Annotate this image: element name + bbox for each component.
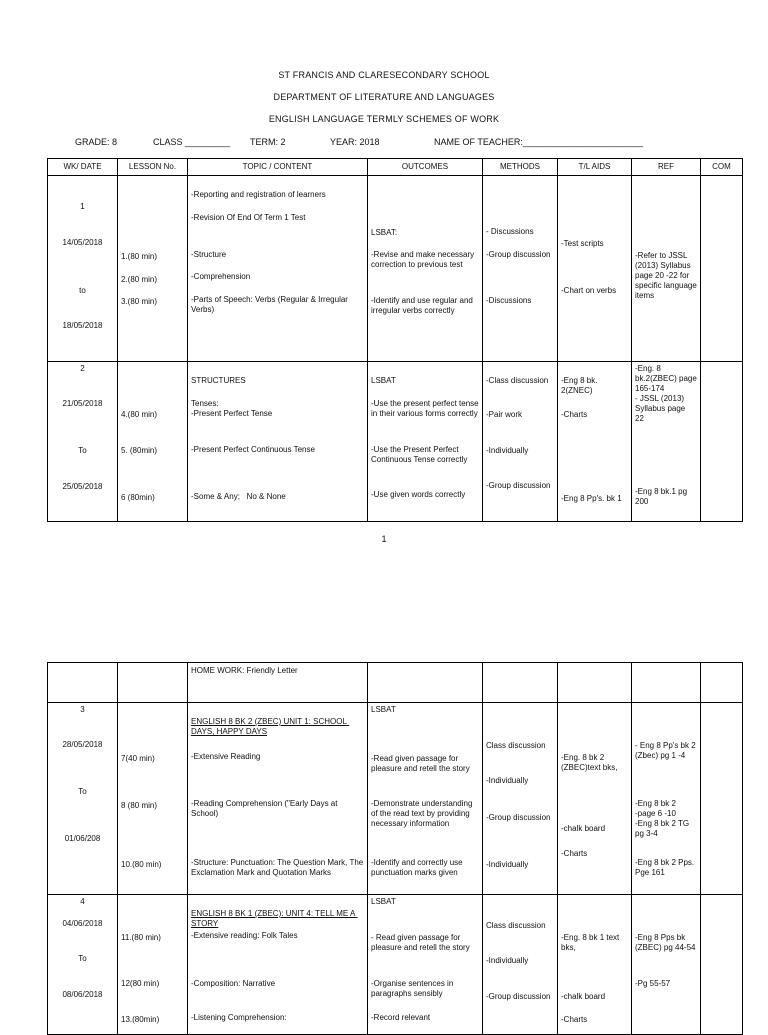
- aid-text: -chalk board: [561, 992, 606, 1001]
- week2-number: 2: [80, 364, 85, 373]
- week1-topic-cell: [188, 176, 368, 362]
- week4-outcomes-cell: [368, 895, 483, 1035]
- year-field: YEAR: 2018: [330, 137, 380, 147]
- ref-text: -Eng 8 bk 2 Pps. Pge 161: [635, 858, 697, 877]
- lesson-11: 11.(80 min): [121, 933, 161, 942]
- outcome-text: -Use the Present Perfect Continuous Tense correctly: [371, 445, 468, 464]
- page-number: 1: [381, 534, 387, 544]
- week1-start-date: 14/05/2018: [62, 238, 103, 247]
- aid-text: -Eng 8 bk. 2(ZNEC): [561, 376, 600, 395]
- topic-text: -Extensive Reading: [191, 752, 261, 761]
- topic-text: -Extensive reading: Folk Tales: [191, 931, 298, 940]
- aid-text: -Chart on verbs: [561, 286, 617, 295]
- class-field: CLASS _________: [153, 137, 231, 147]
- topic-text: STRUCTURES: [191, 376, 246, 385]
- method-text: -Group discussion: [486, 992, 551, 1001]
- lesson-3: 3.(80 min): [121, 297, 158, 306]
- lesson-2: 2.(80 min): [121, 275, 158, 284]
- aid-text: -Charts: [561, 1015, 588, 1024]
- col-header-outcomes: OUTCOMES: [368, 159, 483, 176]
- week1-aids-cell: [558, 176, 632, 362]
- week4-number: 4: [80, 897, 85, 906]
- outcome-text: -Read given passage for pleasure and retell the story: [371, 754, 470, 773]
- lesson-8: 8 (80 min): [121, 801, 158, 810]
- week4-com-cell: [701, 895, 743, 1035]
- ref-text: -Eng 8 bk.1 pg 200: [635, 487, 690, 506]
- week3-topic-cell: [188, 703, 368, 895]
- lesson-7: 7(40 min): [121, 754, 155, 763]
- method-text: -Individually: [486, 776, 529, 785]
- week2-ref-cell: [632, 362, 701, 522]
- week4-topic-cell: [188, 895, 368, 1035]
- school-name: ST FRANCIS AND CLARESECONDARY SCHOOL: [278, 70, 490, 80]
- ref-text: - Eng 8 Pp's bk 2 (Zbec) pg 1 -4: [635, 741, 698, 760]
- week4-methods-cell: [483, 895, 558, 1035]
- aid-text: -Charts: [561, 849, 588, 858]
- week1-end-date: 18/05/2018: [62, 321, 103, 330]
- topic-text: -Reporting and registration of learners: [191, 190, 326, 199]
- week1-outcomes-cell: [368, 176, 483, 362]
- method-text: Class discussion: [486, 741, 546, 750]
- week2-end-date: 25/05/2018: [62, 482, 103, 491]
- outcome-text: -Use the present perfect tense in their various forms correctly: [371, 399, 481, 418]
- table-row: [48, 895, 743, 1035]
- week2-outcomes-cell: [368, 362, 483, 522]
- method-text: -Group discussion: [486, 813, 551, 822]
- table-row: [48, 362, 743, 522]
- week3-lesson-cell: [118, 703, 188, 895]
- col-header-wk-date: WK/ DATE: [48, 159, 118, 176]
- unit-heading: ENGLISH 8 BK 1 (ZBEC): UNIT 4: TELL ME A STORY: [191, 909, 358, 928]
- aid-text: -Charts: [561, 410, 588, 419]
- method-text: - Discussions: [486, 227, 534, 236]
- week4-date-cell: [48, 895, 118, 1035]
- aid-text: -chalk board: [561, 824, 606, 833]
- table-row: [48, 703, 743, 895]
- topic-text: -Present Perfect Continuous Tense: [191, 445, 315, 454]
- col-header-lesson: LESSON No.: [118, 159, 188, 176]
- week3-date-cell: [48, 703, 118, 895]
- week2-com-cell: [701, 362, 743, 522]
- col-header-aids: T/L AIDS: [558, 159, 632, 176]
- ref-text: -Pg 55-57: [635, 979, 671, 988]
- aid-text: -Eng 8 Pp's. bk 1: [561, 494, 622, 503]
- table-row: [48, 176, 743, 362]
- week4-lesson-cell: [118, 895, 188, 1035]
- method-text: -Pair work: [486, 410, 523, 419]
- week4-end-date: 08/06/2018: [62, 990, 103, 999]
- col-header-topic: TOPIC / CONTENT: [188, 159, 368, 176]
- ref-text: -Eng 8 Pps bk (ZBEC) pg 44-54: [635, 933, 696, 952]
- week4-ref-cell: [632, 895, 701, 1035]
- outcome-text: LSBAT:: [371, 228, 398, 237]
- week3-end-date: 01/06/208: [64, 834, 101, 843]
- ref-text: -Refer to JSSL (2013) Syllabus page 20 -22 for specific language items: [635, 251, 700, 300]
- topic-text: -Some & Any; No & None: [191, 492, 286, 501]
- topic-text: -Listening Comprehension:: [191, 1013, 287, 1022]
- lesson-4: 4.(80 min): [121, 410, 158, 419]
- outcome-text: LSBAT: [371, 897, 396, 906]
- method-text: -Group discussion: [486, 250, 551, 259]
- week3-number: 3: [80, 705, 85, 714]
- method-text: -Individually: [486, 446, 529, 455]
- topic-text: Tenses: -Present Perfect Tense: [191, 399, 273, 418]
- unit-heading: ENGLISH 8 BK 2 (ZBEC) UNIT 1: SCHOOL DAYS, HAPPY DAYS: [191, 717, 350, 736]
- lesson-5: 5. (80min): [121, 446, 158, 455]
- week3-start-date: 28/05/2018: [62, 740, 103, 749]
- col-header-methods: METHODS: [483, 159, 558, 176]
- lesson-12: 12(80 min): [121, 979, 160, 988]
- teacher-field: NAME OF TEACHER:________________________: [434, 137, 643, 147]
- topic-text: -Composition: Narrative: [191, 979, 276, 988]
- col-header-com: COM: [701, 159, 743, 176]
- week4-start-date: 04/06/2018: [62, 919, 103, 928]
- week2-lesson-cell: [118, 362, 188, 522]
- aid-text: -Eng. 8 bk 1 text bks,: [561, 933, 622, 952]
- week4-aids-cell: [558, 895, 632, 1035]
- week1-number: 1: [80, 202, 85, 211]
- week2-date-cell: [48, 362, 118, 522]
- lesson-13: 13.(80min): [121, 1015, 160, 1024]
- week2-aids-cell: [558, 362, 632, 522]
- week3-com-cell: [701, 703, 743, 895]
- term-field: TERM: 2: [250, 137, 286, 147]
- outcome-text: -Revise and make necessary correction to previous test: [371, 250, 477, 269]
- lesson-10: 10.(80 min): [121, 860, 162, 869]
- lesson-6: 6 (80min): [121, 493, 155, 502]
- homework-cell: [188, 663, 368, 703]
- week1-ref-cell: [632, 176, 701, 362]
- outcome-text: LSBAT: [371, 376, 396, 385]
- method-text: -Group discussion: [486, 481, 551, 490]
- week1-date-cell: [48, 176, 118, 362]
- outcome-text: -Organise sentences in paragraphs sensibly: [371, 979, 456, 998]
- topic-text: -Revision Of End Of Term 1 Test: [191, 213, 306, 222]
- method-text: Class discussion: [486, 921, 546, 930]
- table-row: [48, 663, 743, 703]
- week2-topic-cell: [188, 362, 368, 522]
- week3-to: To: [78, 787, 87, 796]
- topic-text: -Reading Comprehension ("Early Days at School): [191, 799, 340, 818]
- outcome-text: - Read given passage for pleasure and retell the story: [371, 933, 470, 952]
- ref-text: -Eng 8 bk 2 -page 6 -10 -Eng 8 bk 2 TG pg 3-4: [635, 799, 690, 838]
- week1-methods-cell: [483, 176, 558, 362]
- method-text: -Class discussion: [486, 376, 549, 385]
- outcome-text: -Identify and use regular and irregular verbs correctly: [371, 296, 476, 315]
- week2-start-date: 21/05/2018: [62, 399, 103, 408]
- outcome-text: -Record relevant: [371, 1013, 431, 1022]
- week3-outcomes-cell: [368, 703, 483, 895]
- outcome-text: -Use given words correctly: [371, 490, 466, 499]
- ref-text: -Eng. 8 bk.2(ZBEC) page 165-174 - JSSL (2013) Syllabus page 22: [635, 364, 697, 423]
- scheme-table-page-2: [47, 662, 743, 1035]
- week3-methods-cell: [483, 703, 558, 895]
- homework-text: HOME WORK: Friendly Letter: [191, 666, 298, 675]
- department-name: DEPARTMENT OF LITERATURE AND LANGUAGES: [273, 92, 495, 102]
- topic-text: -Comprehension: [191, 272, 251, 281]
- week2-methods-cell: [483, 362, 558, 522]
- week3-ref-cell: [632, 703, 701, 895]
- lesson-1: 1.(80 min): [121, 252, 158, 261]
- method-text: -Individually: [486, 956, 529, 965]
- outcome-text: LSBAT: [371, 705, 396, 714]
- outcome-text: -Identify and correctly use punctuation marks given: [371, 858, 465, 877]
- topic-text: -Parts of Speech: Verbs (Regular & Irregular Verbs): [191, 295, 351, 314]
- aid-text: -Eng. 8 bk 2 (ZBEC)text bks,: [561, 753, 618, 772]
- week1-lesson-cell: [118, 176, 188, 362]
- week1-to: to: [79, 286, 86, 295]
- scheme-title: ENGLISH LANGUAGE TERMLY SCHEMES OF WORK: [268, 114, 500, 124]
- week3-aids-cell: [558, 703, 632, 895]
- week1-com-cell: [701, 176, 743, 362]
- method-text: -Discussions: [486, 296, 532, 305]
- col-header-ref: REF: [632, 159, 701, 176]
- method-text: -Individually: [486, 860, 529, 869]
- week4-to: To: [78, 954, 87, 963]
- week2-to: To: [78, 446, 87, 455]
- grade-field: GRADE: 8: [75, 137, 118, 147]
- scheme-table-page-1: [47, 158, 743, 522]
- outcome-text: -Demonstrate understanding of the read text by providing necessary information: [371, 799, 475, 828]
- aid-text: -Test scripts: [561, 239, 604, 248]
- topic-text: -Structure: Punctuation: The Question Mark, The Exclamation Mark and Quotation Marks: [191, 858, 366, 877]
- topic-text: -Structure: [191, 250, 227, 259]
